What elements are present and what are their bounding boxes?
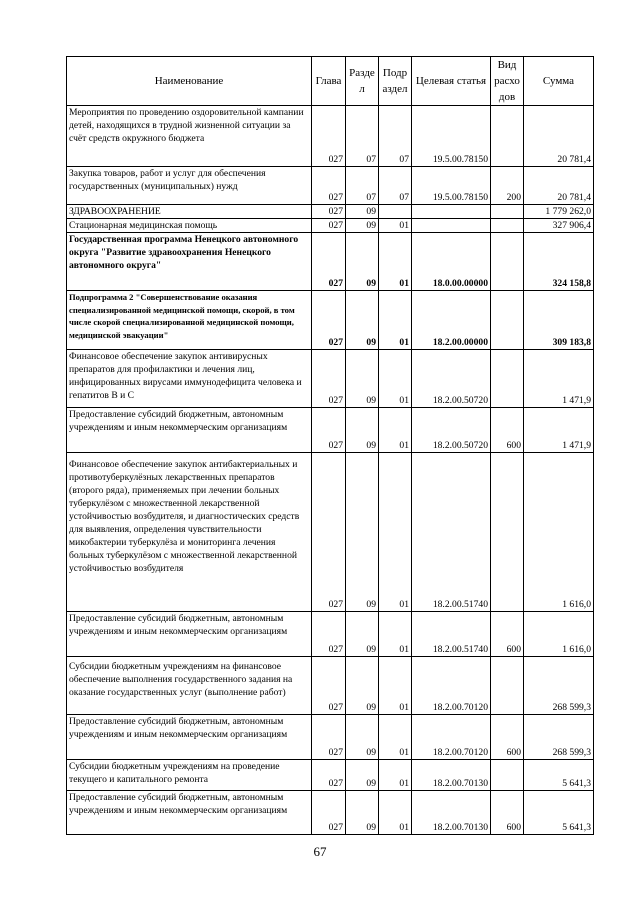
cell-name: Субсидии бюджетным учреждениям на финансовое обеспечение выполнения государственного задания на оказание государственных услуг (выполнение работ) [67,657,312,715]
header-podrazdel: Подр аздел [379,57,412,106]
cell-podrazdel: 01 [379,791,412,835]
cell-name: Финансовое обеспечение закупок антибактериальных и противотуберкулёзных лекарственных препаратов (второго ряда), применяемых при лечении больных туберкулёзом с множественной лекарственной устойчивостью возбудителя, и диагностических средств для выявления, определения чувствительности микобактерии туберкулёза и мониторинга лечения больных туберкулёзом с множественной лекарственной устойчивостью возбудителя [67,453,312,612]
cell-summa: 324 158,8 [524,233,594,291]
cell-statya: 18.2.00.00000 [412,291,491,350]
table-row [67,612,594,657]
cell-statya: 18.2.00.70120 [412,715,491,760]
cell-name: Предоставление субсидий бюджетным, автономным учреждениям и иным некоммерческим организациям [67,612,312,657]
cell-vid [491,657,524,715]
cell-glava: 027 [312,657,346,715]
cell-razdel: 09 [346,219,379,233]
cell-summa: 5 641,3 [524,791,594,835]
cell-vid [491,219,524,233]
cell-podrazdel: 01 [379,453,412,612]
cell-podrazdel [379,205,412,219]
cell-glava: 027 [312,760,346,791]
cell-podrazdel: 01 [379,715,412,760]
cell-vid [491,291,524,350]
cell-statya: 18.2.00.50720 [412,408,491,453]
table-row [67,167,594,205]
cell-name: Государственная программа Ненецкого автономного округа "Развитие здравоохранения Ненецкого автономного округа" [67,233,312,291]
cell-vid: 600 [491,408,524,453]
table-row [67,408,594,453]
cell-razdel: 09 [346,291,379,350]
cell-glava: 027 [312,106,346,167]
table-row [67,233,594,291]
cell-glava: 027 [312,453,346,612]
cell-razdel: 09 [346,760,379,791]
table-row [67,219,594,233]
table-row [67,350,594,408]
cell-summa: 1 616,0 [524,453,594,612]
cell-name: Субсидии бюджетным учреждениям на проведение текущего и капитального ремонта [67,760,312,791]
cell-razdel: 09 [346,791,379,835]
cell-name: Подпрограмма 2 "Совершенствование оказания специализированной медицинской помощи, скорой, в том числе скорой специализированной медицинской помощи, медицинской эвакуации" [67,291,312,350]
cell-glava: 027 [312,291,346,350]
cell-statya: 18.0.00.00000 [412,233,491,291]
cell-summa: 268 599,3 [524,657,594,715]
cell-statya: 18.2.00.70130 [412,791,491,835]
header-vid: Вид расхо дов [491,57,524,106]
cell-razdel: 07 [346,106,379,167]
cell-summa: 1 471,9 [524,408,594,453]
cell-glava: 027 [312,350,346,408]
cell-razdel: 09 [346,233,379,291]
cell-vid: 600 [491,791,524,835]
cell-statya [412,205,491,219]
cell-vid [491,233,524,291]
cell-razdel: 09 [346,408,379,453]
table-row [67,657,594,715]
cell-podrazdel: 07 [379,167,412,205]
header-summa: Сумма [524,57,594,106]
cell-name: Предоставление субсидий бюджетным, автономным учреждениям и иным некоммерческим организациям [67,791,312,835]
cell-glava: 027 [312,715,346,760]
header-statya: Целевая статья [412,57,491,106]
cell-vid [491,205,524,219]
cell-summa: 1 616,0 [524,612,594,657]
cell-razdel: 09 [346,350,379,408]
cell-name: Финансовое обеспечение закупок антивирусных препаратов для профилактики и лечения лиц, инфицированных вирусами иммунодефицита человека и гепатитов В и С [67,350,312,408]
table-row [67,106,594,167]
cell-summa: 20 781,4 [524,106,594,167]
cell-vid [491,350,524,408]
cell-statya: 18.2.00.50720 [412,350,491,408]
header-name: Наименование [67,57,312,106]
table-row [67,453,594,612]
cell-vid [491,106,524,167]
cell-razdel: 09 [346,612,379,657]
cell-glava: 027 [312,791,346,835]
cell-vid [491,453,524,612]
cell-podrazdel: 01 [379,612,412,657]
cell-glava: 027 [312,233,346,291]
cell-vid: 200 [491,167,524,205]
cell-glava: 027 [312,205,346,219]
cell-podrazdel: 01 [379,760,412,791]
cell-summa: 1 779 262,0 [524,205,594,219]
budget-table [66,56,594,835]
cell-name: Предоставление субсидий бюджетным, автономным учреждениям и иным некоммерческим организациям [67,715,312,760]
cell-statya: 18.2.00.70130 [412,760,491,791]
cell-name: Стационарная медицинская помощь [67,219,312,233]
cell-vid: 600 [491,715,524,760]
header-glava: Глава [312,57,346,106]
cell-podrazdel: 01 [379,219,412,233]
cell-statya: 18.2.00.51740 [412,453,491,612]
cell-podrazdel: 01 [379,291,412,350]
cell-name: ЗДРАВООХРАНЕНИЕ [67,205,312,219]
cell-summa: 20 781,4 [524,167,594,205]
page-number: 67 [313,844,327,859]
cell-razdel: 09 [346,657,379,715]
cell-summa: 268 599,3 [524,715,594,760]
cell-name: Закупка товаров, работ и услуг для обеспечения государственных (муниципальных) нужд [67,167,312,205]
cell-statya: 18.2.00.51740 [412,612,491,657]
cell-summa: 1 471,9 [524,350,594,408]
cell-statya [412,219,491,233]
cell-summa: 327 906,4 [524,219,594,233]
table-row [67,205,594,219]
cell-statya: 18.2.00.70120 [412,657,491,715]
table-header-row [67,57,594,106]
cell-summa: 5 641,3 [524,760,594,791]
cell-podrazdel: 01 [379,408,412,453]
cell-podrazdel: 07 [379,106,412,167]
cell-statya: 19.5.00.78150 [412,167,491,205]
table-row [67,791,594,835]
cell-podrazdel: 01 [379,350,412,408]
table-row [67,715,594,760]
cell-razdel: 07 [346,167,379,205]
cell-glava: 027 [312,612,346,657]
cell-name: Мероприятия по проведению оздоровительной кампании детей, находящихся в трудной жизненной ситуации за счёт средств окружного бюджета [67,106,312,167]
cell-razdel: 09 [346,715,379,760]
cell-vid [491,760,524,791]
cell-glava: 027 [312,167,346,205]
cell-glava: 027 [312,408,346,453]
cell-name: Предоставление субсидий бюджетным, автономным учреждениям и иным некоммерческим организациям [67,408,312,453]
cell-razdel: 09 [346,205,379,219]
cell-glava: 027 [312,219,346,233]
cell-vid: 600 [491,612,524,657]
header-razdel: Разде л [346,57,379,106]
table-row [67,291,594,350]
table-row [67,760,594,791]
cell-summa: 309 183,8 [524,291,594,350]
cell-podrazdel: 01 [379,657,412,715]
cell-razdel: 09 [346,453,379,612]
cell-podrazdel: 01 [379,233,412,291]
cell-statya: 19.5.00.78150 [412,106,491,167]
